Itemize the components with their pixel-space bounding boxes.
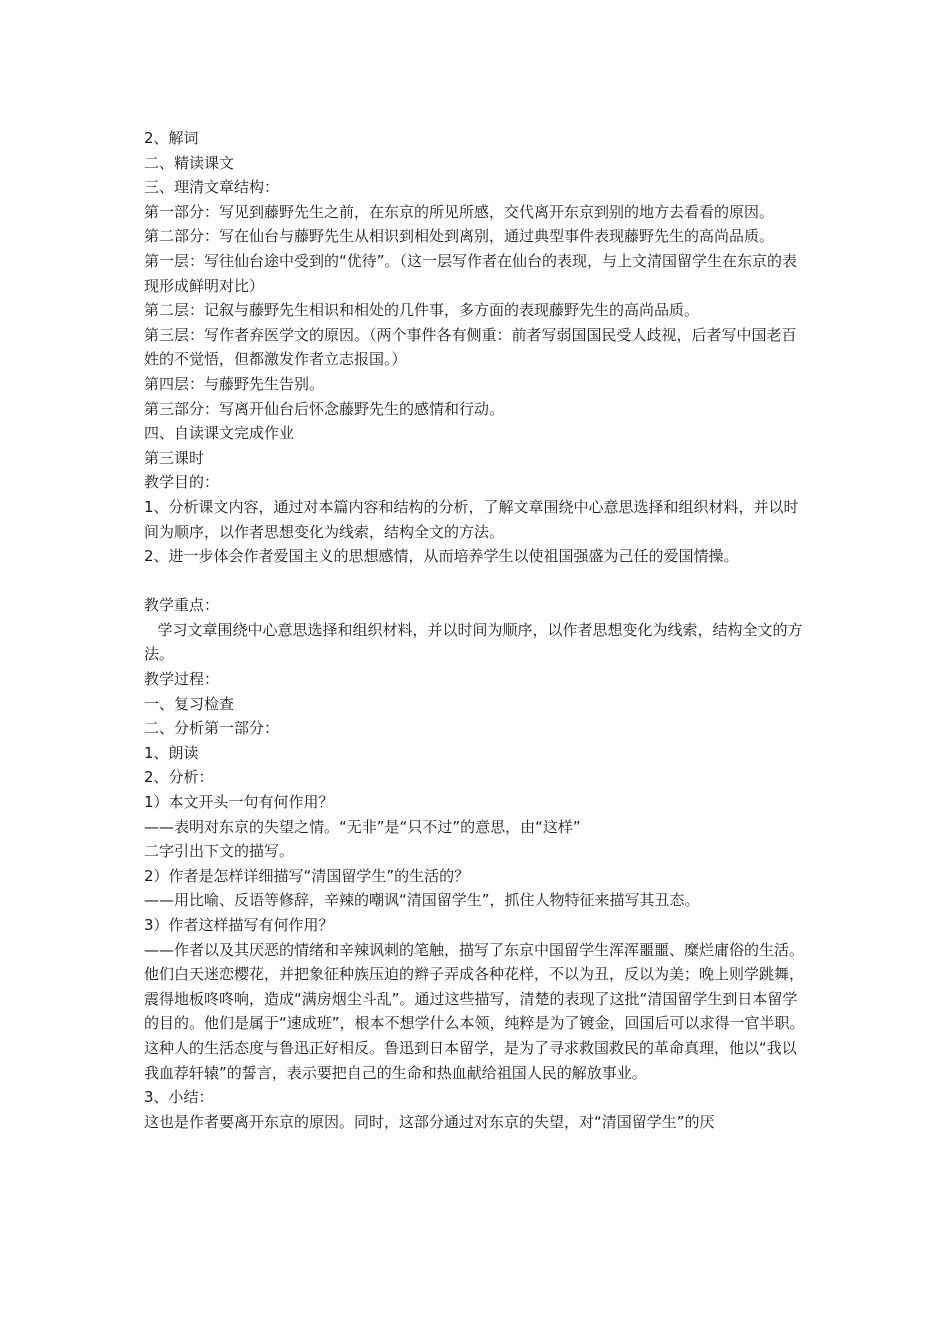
layer-four-paragraph: 第四层：与藤野先生告别。: [144, 374, 325, 393]
answer-one-line-a: ——表明对东京的失望之情。“无非”是“只不过”的意思，由“这样”: [144, 817, 581, 836]
substep-read-aloud: 1、朗读: [144, 743, 199, 762]
heading-explain-words: 2、解词: [144, 129, 199, 147]
heading-teaching-process: 教学过程：: [144, 670, 220, 689]
goal-two-paragraph: 2、进一步体会作者爱国主义的思想感情，从而培养学生以使祖国强盛为己任的爱国情操。: [144, 547, 739, 566]
heading-teaching-focus: 教学重点：: [144, 596, 220, 615]
document-page: [144, 126, 808, 1134]
question-two: 2）作者是怎样详细描写“清国留学生”的生活的？: [144, 866, 470, 885]
part-three-paragraph: 第三部分：写离开仙台后怀念藤野先生的感情和行动。: [144, 399, 505, 418]
heading-third-lesson: 第三课时: [144, 448, 205, 467]
part-one-paragraph: 第一部分：写见到藤野先生之前，在东京的所见所感，交代离开东京到别的地方去看看的原因。: [144, 202, 775, 221]
answer-three-paragraph: ——作者以及其厌恶的情绪和辛辣讽刺的笔触，描写了东京中国留学生浑浑噩噩、糜烂庸俗的生活。他们白天迷恋樱花，并把象征种族压迫的辫子弄成各种花样，不以为丑，反以为美；晚上则学跳舞，震得地板咚咚响，造成“满房烟尘斗乱”。通过这些描写，清楚的表现了这批“清国留学生到日本留学的目的。他们是属于“速成班”，根本不想学什么本领，纯粹是为了镀金，回国后可以求得一官半职。这种人的生活态度与鲁迅正好相反。鲁迅到日本留学，是为了寻求救国救民的革命真理，他以“我以我血荐轩辕”的誓言，表示要把自己的生命和热血献给祖国人民的解放事业。: [144, 940, 805, 1082]
layer-three-paragraph: 第三层：写作者弃医学文的原因。（两个事件各有侧重：前者写弱国国民受人歧视，后者写中国老百姓的不觉悟，但都激发作者立志报国。）: [144, 325, 797, 369]
answer-two: ——用比喻、反语等修辞，辛辣的嘲讽“清国留学生”，抓住人物特征来描写其丑态。: [144, 891, 700, 910]
layer-two-paragraph: 第二层：记叙与藤野先生相识和相处的几件事，多方面的表现藤野先生的高尚品质。: [144, 301, 700, 320]
question-three: 3）作者这样描写有何作用？: [144, 916, 334, 934]
heading-teaching-goals: 教学目的：: [144, 473, 220, 492]
focus-paragraph: 学习文章围绕中心意思选择和组织材料，并以时间为顺序，以作者思想变化为线索，结构全文的方法。: [144, 620, 803, 664]
answer-one-line-b: 二字引出下文的描写。: [144, 842, 295, 861]
heading-self-reading: 四、自读课文完成作业: [144, 424, 295, 443]
heading-structure: 三、理清文章结构：: [144, 178, 280, 197]
step-analyze-part-one: 二、分析第一部分：: [144, 719, 280, 738]
heading-close-reading: 二、精读课文: [144, 153, 235, 172]
step-review-check: 一、复习检查: [144, 694, 235, 713]
part-two-paragraph: 第二部分：写在仙台与藤野先生从相识到相处到离别，通过典型事件表现藤野先生的高尚品质。: [144, 227, 775, 246]
substep-analysis: 2、分析：: [144, 768, 214, 787]
blank-line: [144, 569, 808, 594]
layer-one-paragraph: 第一层：写往仙台途中受到的“优待”。（这一层写作者在仙台的表现，与上文清国留学生在东京的表现形成鲜明对比）: [144, 251, 798, 295]
goal-one-paragraph: 1、分析课文内容，通过对本篇内容和结构的分析，了解文章围绕中心意思选择和组织材料，并以时间为顺序，以作者思想变化为线索，结构全文的方法。: [144, 497, 799, 541]
question-one: 1）本文开头一句有何作用？: [144, 793, 334, 812]
summary-paragraph: 这也是作者要离开东京的原因。同时，这部分通过对东京的失望，对“清国留学生”的厌: [144, 1112, 715, 1131]
substep-summary: 3、小结：: [144, 1088, 214, 1107]
